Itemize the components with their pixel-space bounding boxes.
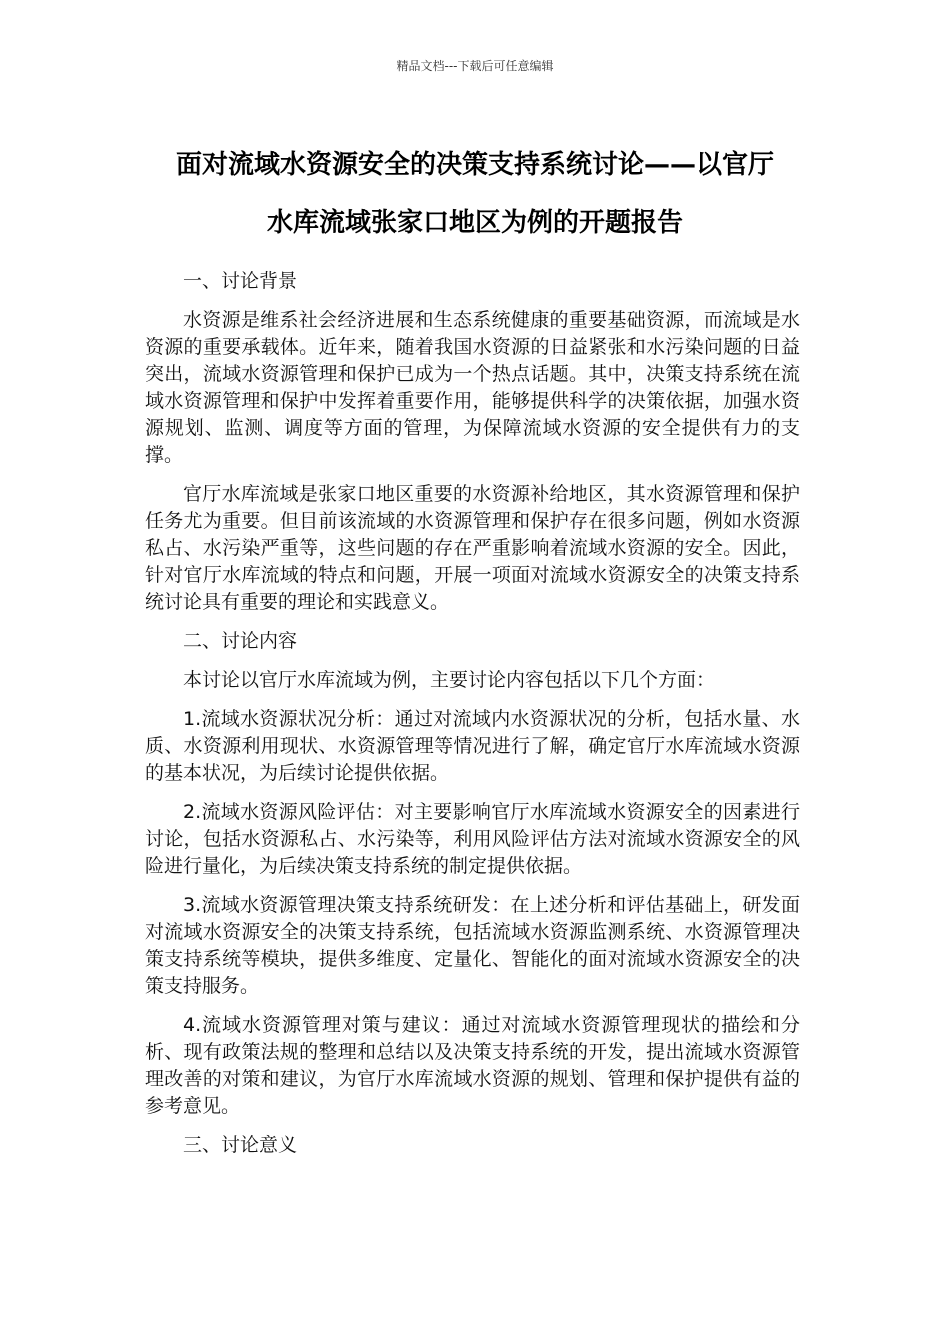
section-heading-content: 二、讨论内容 xyxy=(183,630,298,652)
list-item-status-analysis: 1.流域水资源状况分析：通过对流域内水资源状况的分析，包括水量、水质、水资源利用现状、水资源管理等情况进行了解，确定官厅水库流域水资源的基本状况，为后续讨论提供依据。 xyxy=(145,708,800,784)
list-item-countermeasures: 4.流域水资源管理对策与建议：通过对流域水资源管理现状的描绘和分析、现有政策法规的整理和总结以及决策支持系统的开发，提出流域水资源管理改善的对策和建议，为官厅水库流域水资源的规划、管理和保护提供有益的参考意见。 xyxy=(145,1014,800,1117)
title-line-1: 面对流域水资源安全的决策支持系统讨论——以官厅 xyxy=(175,150,774,180)
document-title xyxy=(120,136,830,252)
list-item-risk-assessment: 2.流域水资源风险评估：对主要影响官厅水库流域水资源安全的因素进行讨论，包括水资源私占、水污染等，利用风险评估方法对流域水资源安全的风险进行量化，为后续决策支持系统的制定提供依据。 xyxy=(145,801,800,877)
document-body xyxy=(145,268,800,1171)
paragraph-content-intro: 本讨论以官厅水库流域为例，主要讨论内容包括以下几个方面： xyxy=(183,669,716,691)
section-heading-significance: 三、讨论意义 xyxy=(183,1134,298,1156)
paragraph-background-2: 官厅水库流域是张家口地区重要的水资源补给地区，其水资源管理和保护任务尤为重要。但目前该流域的水资源管理和保护存在很多问题，例如水资源私占、水污染严重等，这些问题的存在严重影响着流域水资源的安全。因此，针对官厅水库流域的特点和问题，开展一项面对流域水资源安全的决策支持系统讨论具有重要的理论和实践意义。 xyxy=(145,483,800,613)
section-heading-background: 一、讨论背景 xyxy=(183,270,298,292)
page-header: 精品文档---下载后可任意编辑 xyxy=(396,59,554,73)
paragraph-background-1: 水资源是维系社会经济进展和生态系统健康的重要基础资源，而流域是水资源的重要承载体。近年来，随着我国水资源的日益紧张和水污染问题的日益突出，流域水资源管理和保护已成为一个热点话题。其中，决策支持系统在流域水资源管理和保护中发挥着重要作用，能够提供科学的决策依据，加强水资源规划、监测、调度等方面的管理，为保障流域水资源的安全提供有力的支撑。 xyxy=(145,309,800,466)
list-item-system-development: 3.流域水资源管理决策支持系统研发：在上述分析和评估基础上，研发面对流域水资源安全的决策支持系统，包括流域水资源监测系统、水资源管理决策支持系统等模块，提供多维度、定量化、智能化的面对流域水资源安全的决策支持服务。 xyxy=(145,894,800,997)
title-line-2: 水库流域张家口地区为例的开题报告 xyxy=(266,208,683,238)
